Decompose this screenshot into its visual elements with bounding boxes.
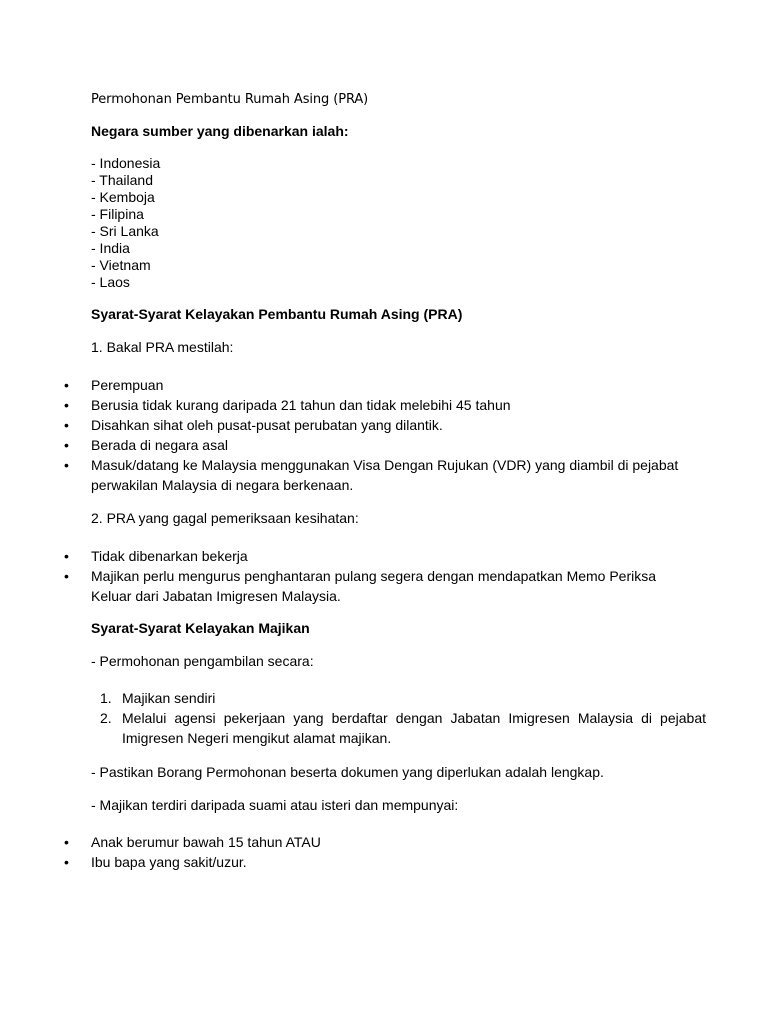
pra-point-2: 2. PRA yang gagal pemeriksaan kesihatan: <box>91 510 359 526</box>
list-item: • Majikan perlu mengurus penghantaran pulang segera dengan mendapatkan Memo Periksa Keluar dari Jabatan Imigresen Malaysia. <box>64 568 657 604</box>
country-item: - Sri Lanka <box>91 223 159 239</box>
bullet-glyph: • <box>64 377 69 393</box>
employer-items-list <box>0 832 691 872</box>
document-title: Permohonan Pembantu Rumah Asing (PRA) <box>91 92 369 107</box>
employer-note: - Majikan terdiri daripada suami atau isteri dan mempunyai: <box>91 797 459 813</box>
list-item: • Anak berumur bawah 15 tahun ATAU <box>64 834 321 850</box>
bullet-glyph: • <box>64 417 69 433</box>
list-item: • Berada di negara asal <box>64 437 228 453</box>
pra-eligibility-heading: Syarat-Syarat Kelayakan Pembantu Rumah Asing (PRA) <box>91 306 463 322</box>
list-item: • Masuk/datang ke Malaysia menggunakan Visa Dengan Rujukan (VDR) yang diambil di pejabat perwakilan Malaysia di negara berkenaan. <box>64 457 679 493</box>
bullet-glyph: • <box>64 397 69 413</box>
bullet-glyph: • <box>64 834 69 850</box>
country-item: - Filipina <box>91 206 144 222</box>
country-item: - Kemboja <box>91 189 155 205</box>
bullet-glyph: • <box>64 457 69 473</box>
application-intro: - Permohonan pengambilan secara: <box>91 653 314 669</box>
bullet-glyph: • <box>64 548 69 564</box>
pra-point-1: 1. Bakal PRA mestilah: <box>91 339 234 355</box>
application-methods-list <box>0 688 706 748</box>
list-item: 2. Melalui agensi pekerjaan yang berdaftar dengan Jabatan Imigresen Malaysia di pejabat Imigresen Negeri mengikut alamat majikan. <box>100 710 706 746</box>
pra-point-1-list <box>0 375 691 495</box>
pra-point-2-list <box>0 546 691 606</box>
country-item: - Laos <box>91 274 130 290</box>
bullet-glyph: • <box>64 854 69 870</box>
country-item: - Indonesia <box>91 155 161 171</box>
source-countries-list <box>91 155 160 291</box>
source-countries-heading: Negara sumber yang dibenarkan ialah: <box>91 123 349 139</box>
form-note: - Pastikan Borang Permohonan beserta dokumen yang diperlukan adalah lengkap. <box>91 764 604 780</box>
list-item: • Ibu bapa yang sakit/uzur. <box>64 854 247 870</box>
country-item: - Thailand <box>91 172 154 188</box>
list-item: • Tidak dibenarkan bekerja <box>64 548 248 564</box>
list-item: 1. Majikan sendiri <box>100 690 216 706</box>
list-item: • Perempuan <box>64 377 164 393</box>
bullet-glyph: • <box>64 437 69 453</box>
employer-eligibility-heading: Syarat-Syarat Kelayakan Majikan <box>91 620 310 636</box>
bullet-glyph: • <box>64 568 69 584</box>
country-item: - Vietnam <box>91 257 151 273</box>
country-item: - India <box>91 240 130 256</box>
list-item: • Berusia tidak kurang daripada 21 tahun dan tidak melebihi 45 tahun <box>64 397 511 413</box>
list-item: • Disahkan sihat oleh pusat-pusat perubatan yang dilantik. <box>64 417 443 433</box>
